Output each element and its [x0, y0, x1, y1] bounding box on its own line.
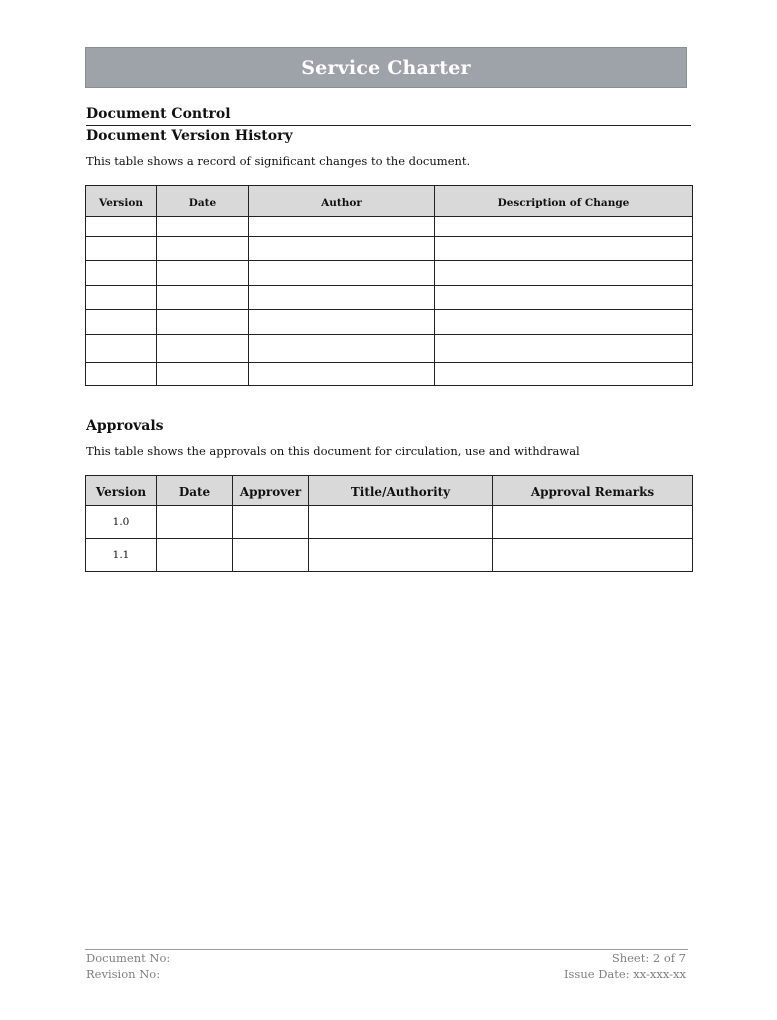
version-history-heading: Document Version History	[86, 128, 293, 144]
table-cell[interactable]	[249, 237, 435, 261]
table-cell[interactable]	[86, 335, 157, 363]
table-cell[interactable]	[86, 310, 157, 335]
table-cell[interactable]	[249, 310, 435, 335]
table-cell[interactable]	[233, 506, 309, 539]
table-row	[86, 237, 693, 261]
footer-sheet: Sheet: 2 of 7	[611, 951, 686, 965]
table-cell[interactable]	[157, 335, 249, 363]
table-cell[interactable]	[157, 506, 233, 539]
table-cell[interactable]	[157, 539, 233, 572]
section-divider	[86, 125, 691, 126]
footer-divider	[85, 949, 688, 950]
column-header-description: Description of Change	[435, 186, 693, 217]
column-header-title-authority: Title/Authority	[309, 476, 493, 506]
table-cell[interactable]	[249, 261, 435, 286]
table-cell[interactable]	[157, 363, 249, 386]
table-row	[86, 286, 693, 310]
version-history-table	[85, 185, 693, 386]
version-cell: 1.0	[86, 506, 157, 539]
column-header-author: Author	[249, 186, 435, 217]
table-cell[interactable]	[435, 363, 693, 386]
table-cell[interactable]	[157, 217, 249, 237]
table-row	[86, 539, 693, 572]
document-title-bar	[85, 47, 687, 88]
column-header-date: Date	[157, 476, 233, 506]
table-row	[86, 217, 693, 237]
table-cell[interactable]	[86, 363, 157, 386]
approvals-table	[85, 475, 693, 572]
table-cell[interactable]	[435, 237, 693, 261]
table-cell[interactable]	[435, 335, 693, 363]
column-header-version: Version	[86, 476, 157, 506]
table-cell[interactable]	[86, 286, 157, 310]
table-cell[interactable]	[157, 237, 249, 261]
table-cell[interactable]	[249, 335, 435, 363]
table-cell[interactable]	[435, 217, 693, 237]
table-cell[interactable]	[157, 310, 249, 335]
table-cell[interactable]	[86, 217, 157, 237]
table-header-row	[86, 186, 693, 217]
footer-document-no: Document No:	[86, 951, 171, 965]
document-control-heading: Document Control	[86, 106, 231, 122]
table-cell[interactable]	[233, 539, 309, 572]
table-cell[interactable]	[249, 286, 435, 310]
table-cell[interactable]	[249, 217, 435, 237]
table-cell[interactable]	[309, 539, 493, 572]
column-header-version: Version	[86, 186, 157, 217]
table-cell[interactable]	[493, 506, 693, 539]
table-cell[interactable]	[157, 261, 249, 286]
table-cell[interactable]	[249, 363, 435, 386]
document-title: Service Charter	[301, 56, 471, 79]
table-cell[interactable]	[493, 539, 693, 572]
column-header-approver: Approver	[233, 476, 309, 506]
version-cell: 1.1	[86, 539, 157, 572]
table-cell[interactable]	[157, 286, 249, 310]
table-cell[interactable]	[435, 286, 693, 310]
table-row	[86, 363, 693, 386]
version-history-intro: This table shows a record of significant changes to the document.	[86, 154, 471, 168]
footer-revision-no: Revision No:	[86, 967, 161, 981]
approvals-heading: Approvals	[86, 418, 164, 434]
table-cell[interactable]	[86, 261, 157, 286]
table-row	[86, 506, 693, 539]
column-header-approval-remarks: Approval Remarks	[493, 476, 693, 506]
table-cell[interactable]	[435, 261, 693, 286]
approvals-intro: This table shows the approvals on this document for circulation, use and withdrawal	[86, 444, 580, 458]
table-row	[86, 261, 693, 286]
table-header-row	[86, 476, 693, 506]
table-row	[86, 335, 693, 363]
table-cell[interactable]	[309, 506, 493, 539]
table-row	[86, 310, 693, 335]
table-cell[interactable]	[435, 310, 693, 335]
footer-issue-date: Issue Date: xx-xxx-xx	[563, 967, 686, 981]
column-header-date: Date	[157, 186, 249, 217]
table-cell[interactable]	[86, 237, 157, 261]
